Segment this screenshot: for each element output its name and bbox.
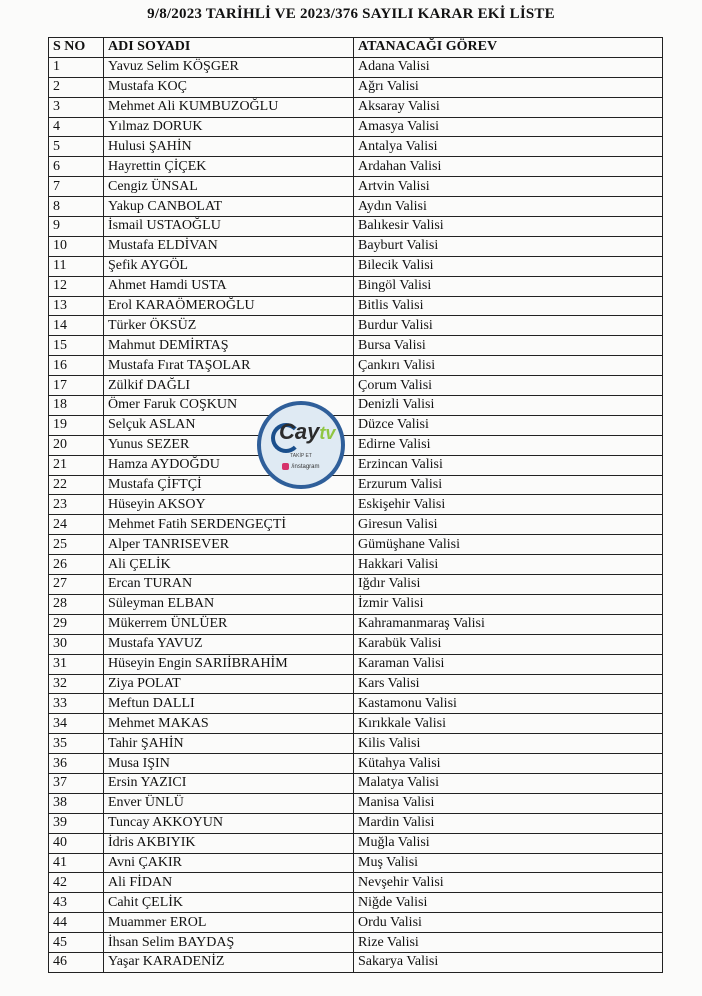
row-name: Mahmut DEMİRTAŞ (104, 336, 354, 356)
row-duty: Bingöl Valisi (354, 276, 663, 296)
row-duty: Nevşehir Valisi (354, 873, 663, 893)
row-sno: 23 (49, 495, 104, 515)
table-row (49, 177, 663, 197)
row-name: Tuncay AKKOYUN (104, 813, 354, 833)
row-name: Muammer EROL (104, 913, 354, 933)
row-name: Zülkif DAĞLI (104, 376, 354, 396)
table-row (49, 356, 663, 376)
table-row (49, 336, 663, 356)
table-row (49, 256, 663, 276)
table-row (49, 57, 663, 77)
row-sno: 1 (49, 57, 104, 77)
row-sno: 14 (49, 316, 104, 336)
row-duty: Burdur Valisi (354, 316, 663, 336)
row-name: Ziya POLAT (104, 674, 354, 694)
row-sno: 25 (49, 535, 104, 555)
row-duty: Kırıkkale Valisi (354, 714, 663, 734)
row-sno: 16 (49, 356, 104, 376)
header-duty: ATANACAĞI GÖREV (354, 38, 663, 58)
caytv-watermark-logo (257, 401, 345, 489)
row-name: Ersin YAZICI (104, 773, 354, 793)
row-sno: 3 (49, 97, 104, 117)
row-sno: 38 (49, 793, 104, 813)
table-row (49, 773, 663, 793)
table-row (49, 813, 663, 833)
row-sno: 32 (49, 674, 104, 694)
table-row (49, 396, 663, 416)
row-duty: Muğla Valisi (354, 833, 663, 853)
row-sno: 15 (49, 336, 104, 356)
row-sno: 5 (49, 137, 104, 157)
table-row (49, 933, 663, 953)
row-sno: 43 (49, 893, 104, 913)
row-duty: Mardin Valisi (354, 813, 663, 833)
table-row (49, 694, 663, 714)
row-duty: Muş Valisi (354, 853, 663, 873)
row-sno: 27 (49, 575, 104, 595)
row-sno: 29 (49, 614, 104, 634)
row-name: İdris AKBIYIK (104, 833, 354, 853)
row-duty: Sakarya Valisi (354, 952, 663, 972)
row-duty: Kilis Valisi (354, 734, 663, 754)
row-name: Yaşar KARADENİZ (104, 952, 354, 972)
row-duty: Eskişehir Valisi (354, 495, 663, 515)
row-duty: Giresun Valisi (354, 515, 663, 535)
row-name: Selçuk ASLAN (104, 415, 354, 435)
row-sno: 42 (49, 873, 104, 893)
logo-tagline: TAKİP ET (290, 453, 312, 459)
row-duty: Karabük Valisi (354, 634, 663, 654)
row-duty: Gümüşhane Valisi (354, 535, 663, 555)
row-sno: 39 (49, 813, 104, 833)
row-name: Mustafa ÇİFTÇİ (104, 475, 354, 495)
row-name: Mehmet MAKAS (104, 714, 354, 734)
table-row (49, 754, 663, 774)
row-duty: Hakkari Valisi (354, 555, 663, 575)
table-row (49, 157, 663, 177)
table-row (49, 555, 663, 575)
table-row (49, 893, 663, 913)
table-row (49, 833, 663, 853)
logo-brand (279, 419, 335, 445)
row-sno: 2 (49, 77, 104, 97)
row-duty: Karaman Valisi (354, 654, 663, 674)
row-sno: 36 (49, 754, 104, 774)
table-row (49, 575, 663, 595)
table-row (49, 77, 663, 97)
table-row (49, 654, 663, 674)
row-name: Ali FİDAN (104, 873, 354, 893)
row-name: Mustafa ELDİVAN (104, 236, 354, 256)
row-name: Cahit ÇELİK (104, 893, 354, 913)
row-name: Alper TANRISEVER (104, 535, 354, 555)
row-duty: Çankırı Valisi (354, 356, 663, 376)
row-duty: Rize Valisi (354, 933, 663, 953)
row-sno: 4 (49, 117, 104, 137)
header-name: ADI SOYADI (104, 38, 354, 58)
table-row (49, 674, 663, 694)
row-duty: Kars Valisi (354, 674, 663, 694)
row-sno: 13 (49, 296, 104, 316)
row-name: Enver ÜNLÜ (104, 793, 354, 813)
row-duty: Antalya Valisi (354, 137, 663, 157)
table-row (49, 376, 663, 396)
row-name: Yavuz Selim KÖŞGER (104, 57, 354, 77)
table-row (49, 853, 663, 873)
row-duty: Erzincan Valisi (354, 455, 663, 475)
row-duty: Bayburt Valisi (354, 236, 663, 256)
table-body (49, 57, 663, 972)
row-duty: Manisa Valisi (354, 793, 663, 813)
row-duty: Denizli Valisi (354, 396, 663, 416)
row-sno: 11 (49, 256, 104, 276)
table-row (49, 714, 663, 734)
row-name: Mustafa YAVUZ (104, 634, 354, 654)
row-sno: 22 (49, 475, 104, 495)
row-sno: 30 (49, 634, 104, 654)
row-name: Ercan TURAN (104, 575, 354, 595)
logo-brand-ay: ay (294, 419, 320, 444)
row-name: Mehmet Fatih SERDENGEÇTİ (104, 515, 354, 535)
row-sno: 7 (49, 177, 104, 197)
row-name: Hamza AYDOĞDU (104, 455, 354, 475)
table-row (49, 415, 663, 435)
row-duty: Ağrı Valisi (354, 77, 663, 97)
table-row (49, 594, 663, 614)
row-duty: İzmir Valisi (354, 594, 663, 614)
table-row (49, 475, 663, 495)
table-row (49, 793, 663, 813)
row-name: Mustafa KOÇ (104, 77, 354, 97)
table-row (49, 316, 663, 336)
table-row (49, 614, 663, 634)
row-duty: Balıkesir Valisi (354, 217, 663, 237)
row-duty: Bitlis Valisi (354, 296, 663, 316)
row-name: Erol KARAÖMEROĞLU (104, 296, 354, 316)
row-name: Hüseyin AKSOY (104, 495, 354, 515)
row-name: Avni ÇAKIR (104, 853, 354, 873)
row-name: Ali ÇELİK (104, 555, 354, 575)
row-name: İsmail USTAOĞLU (104, 217, 354, 237)
row-name: Mükerrem ÜNLÜER (104, 614, 354, 634)
row-sno: 28 (49, 594, 104, 614)
row-name: Tahir ŞAHİN (104, 734, 354, 754)
row-duty: Kütahya Valisi (354, 754, 663, 774)
row-name: Hayrettin ÇİÇEK (104, 157, 354, 177)
table-row (49, 952, 663, 972)
row-duty: Edirne Valisi (354, 435, 663, 455)
table-row (49, 276, 663, 296)
row-sno: 18 (49, 396, 104, 416)
table-row (49, 515, 663, 535)
row-name: Ahmet Hamdi USTA (104, 276, 354, 296)
table-row (49, 97, 663, 117)
row-duty: Bilecik Valisi (354, 256, 663, 276)
row-duty: Artvin Valisi (354, 177, 663, 197)
table-header-row (49, 38, 663, 58)
row-sno: 41 (49, 853, 104, 873)
row-duty: Kahramanmaraş Valisi (354, 614, 663, 634)
table-row (49, 435, 663, 455)
logo-social (261, 463, 341, 470)
row-sno: 45 (49, 933, 104, 953)
row-name: Mehmet Ali KUMBUZOĞLU (104, 97, 354, 117)
row-name: Meftun DALLI (104, 694, 354, 714)
instagram-icon (282, 463, 289, 470)
row-sno: 46 (49, 952, 104, 972)
row-sno: 26 (49, 555, 104, 575)
row-duty: Kastamonu Valisi (354, 694, 663, 714)
table-row (49, 913, 663, 933)
row-sno: 24 (49, 515, 104, 535)
table-row (49, 236, 663, 256)
document-title: 9/8/2023 TARİHLİ VE 2023/376 SAYILI KARAR EKİ LİSTE (147, 6, 555, 22)
logo-brand-c: C (279, 419, 295, 444)
row-duty: Iğdır Valisi (354, 575, 663, 595)
row-duty: Erzurum Valisi (354, 475, 663, 495)
row-sno: 20 (49, 435, 104, 455)
row-sno: 33 (49, 694, 104, 714)
row-duty: Adana Valisi (354, 57, 663, 77)
row-name: İhsan Selim BAYDAŞ (104, 933, 354, 953)
row-sno: 19 (49, 415, 104, 435)
header-sno: S NO (49, 38, 104, 58)
table-row (49, 634, 663, 654)
row-duty: Ordu Valisi (354, 913, 663, 933)
row-sno: 12 (49, 276, 104, 296)
row-sno: 37 (49, 773, 104, 793)
row-sno: 6 (49, 157, 104, 177)
row-duty: Aydın Valisi (354, 197, 663, 217)
table-row (49, 197, 663, 217)
row-sno: 17 (49, 376, 104, 396)
row-name: Yakup CANBOLAT (104, 197, 354, 217)
row-sno: 9 (49, 217, 104, 237)
row-name: Mustafa Fırat TAŞOLAR (104, 356, 354, 376)
row-sno: 34 (49, 714, 104, 734)
row-sno: 8 (49, 197, 104, 217)
row-sno: 31 (49, 654, 104, 674)
row-sno: 40 (49, 833, 104, 853)
row-duty: Bursa Valisi (354, 336, 663, 356)
table-row (49, 535, 663, 555)
row-name: Şefik AYGÖL (104, 256, 354, 276)
table-row (49, 734, 663, 754)
row-duty: Çorum Valisi (354, 376, 663, 396)
row-duty: Düzce Valisi (354, 415, 663, 435)
row-duty: Ardahan Valisi (354, 157, 663, 177)
row-sno: 10 (49, 236, 104, 256)
row-name: Musa IŞIN (104, 754, 354, 774)
logo-social-handle: /instagram (291, 464, 320, 471)
table-row (49, 873, 663, 893)
table-row (49, 455, 663, 475)
appointments-table (48, 37, 663, 973)
row-duty: Niğde Valisi (354, 893, 663, 913)
row-name: Ömer Faruk COŞKUN (104, 396, 354, 416)
row-duty: Aksaray Valisi (354, 97, 663, 117)
row-name: Hulusi ŞAHİN (104, 137, 354, 157)
row-sno: 21 (49, 455, 104, 475)
row-name: Yılmaz DORUK (104, 117, 354, 137)
table-row (49, 137, 663, 157)
row-duty: Amasya Valisi (354, 117, 663, 137)
row-sno: 44 (49, 913, 104, 933)
row-name: Cengiz ÜNSAL (104, 177, 354, 197)
table-row (49, 296, 663, 316)
row-name: Türker ÖKSÜZ (104, 316, 354, 336)
logo-brand-tv: tv (319, 423, 336, 443)
row-name: Hüseyin Engin SARIİBRAHİM (104, 654, 354, 674)
row-name: Süleyman ELBAN (104, 594, 354, 614)
table-row (49, 117, 663, 137)
row-duty: Malatya Valisi (354, 773, 663, 793)
table-row (49, 217, 663, 237)
row-name: Yunus SEZER (104, 435, 354, 455)
row-sno: 35 (49, 734, 104, 754)
table-row (49, 495, 663, 515)
